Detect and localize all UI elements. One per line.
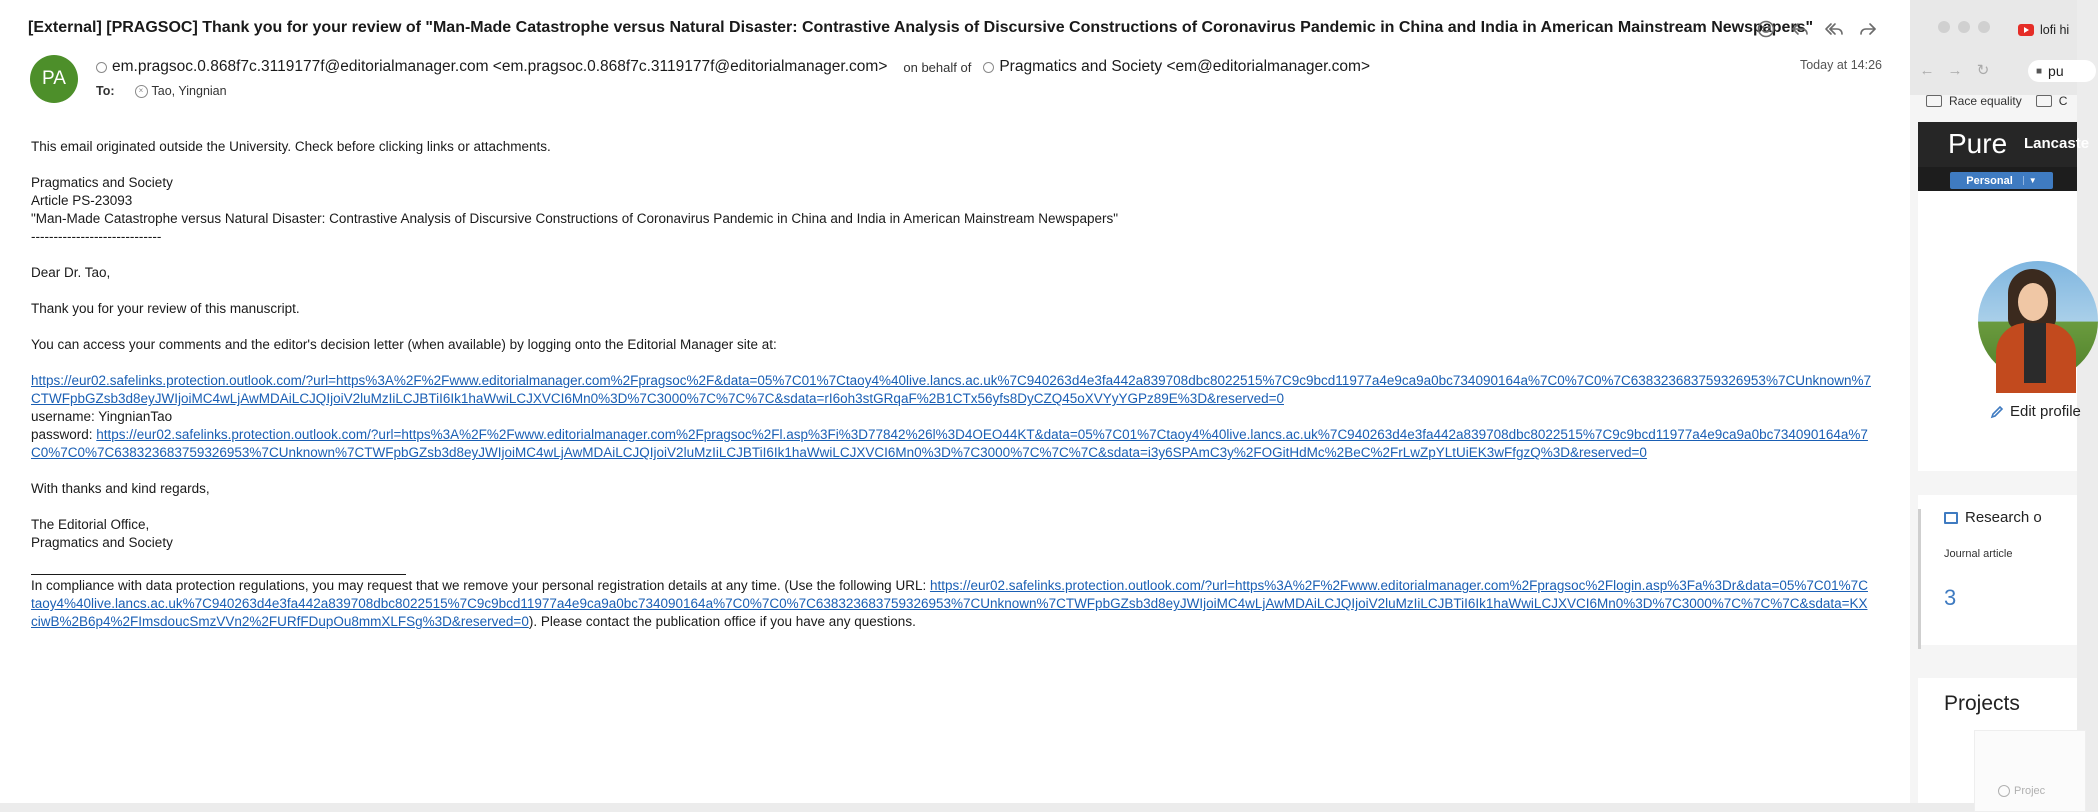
- sender-avatar: PA: [30, 55, 78, 103]
- bookmarks-bar: [1926, 94, 2067, 108]
- personal-label: Personal: [1966, 174, 2013, 187]
- password-link[interactable]: https://eur02.safelinks.protection.outlook.com/?url=https%3A%2F%2Fwww.editorialmanager.com%2Fpragsoc%2Fl.asp%3Fi%3D77842%26l%3D4OEO44KT&data=05%7C01%7Ctaoy4%40live.lancs.ac.uk%7C940263d4e3fa442a839708dbc8022515%7C9c9bcd11977a4e9ca9a0bc734090164a%7C0%7C0%7C638323683759326953%7CUnknown%7CTWFpbGZsb3d8eyJWIjoiMC4wLjAwMDAiLCJQIjoiV2luMzIiLCJBTiI6Ik1haWwiLCJXVCI6Mn0%3D%7C3000%7C%7C%7C&sdata=i3y6SPAmC3y%2FOGitHdMc%2BeC%2FrLwZpYLtUiEK3wFfgzQ%3D&reserved=0: [31, 427, 1868, 460]
- on-behalf-label: on behalf of: [903, 59, 972, 75]
- url-text: pu: [2048, 63, 2064, 79]
- minimize-window-button[interactable]: [1958, 21, 1970, 33]
- journal-article-label: Journal article: [1944, 548, 2013, 560]
- close-window-button[interactable]: [1938, 21, 1950, 33]
- username-text: username: YingnianTao: [31, 409, 173, 424]
- pure-logo[interactable]: Pure: [1948, 128, 2008, 159]
- caret-down-icon: ▼: [2023, 176, 2037, 185]
- signature-line-1: The Editorial Office,: [31, 517, 150, 532]
- behalf-address[interactable]: Pragmatics and Society <em@editorialmanager.com>: [999, 58, 1371, 75]
- bookmark-race-equality[interactable]: Race equality: [1949, 94, 2022, 108]
- from-row: [96, 58, 1370, 76]
- access-text: You can access your comments and the editor's decision letter (when available) by logging onto the Editorial Manager site at:: [31, 337, 777, 352]
- research-output-title: [1944, 509, 2042, 526]
- journal-article-count[interactable]: 3: [1944, 585, 1957, 610]
- reload-icon[interactable]: ↻: [1976, 62, 1990, 79]
- pure-subbar: [1918, 167, 2077, 191]
- email-subject: [External] [PRAGSOC] Thank you for your review of "Man-Made Catastrophe versus Natural Disaster: Contrastive Analysis of Discursive Constructions of Coronavirus Pandemic in China and India in American Mainstream Newspapers": [28, 19, 1814, 36]
- to-row: [96, 84, 227, 98]
- browser-window: [1910, 0, 2090, 803]
- tab-title: lofi hi: [2040, 23, 2070, 37]
- edit-profile-label: Edit profile: [2010, 403, 2081, 420]
- behalf-status-dot: [983, 62, 994, 73]
- profile-photo: [1978, 261, 2098, 381]
- youtube-icon: [2018, 24, 2034, 36]
- pure-header: [1918, 122, 2090, 167]
- browser-toolbar: [1910, 0, 2077, 108]
- compliance-text: In compliance with data protection regulations, you may request that we remove your personal registration details at any time. (Use the following URL:: [31, 578, 930, 593]
- pencil-icon: [1990, 405, 2004, 419]
- bookmark-c[interactable]: C: [2058, 94, 2068, 108]
- browser-tab[interactable]: [2018, 18, 2069, 42]
- to-label: To:: [96, 84, 115, 98]
- recipient-remove-icon: ×: [135, 85, 148, 98]
- back-icon[interactable]: ←: [1919, 61, 1935, 79]
- article-title: "Man-Made Catastrophe versus Natural Disaster: Contrastive Analysis of Discursive Constructions of Coronavirus Pandemic in China and India in American Mainstream Newspapers": [31, 211, 1119, 226]
- article-id: Article PS-23093: [31, 193, 133, 208]
- projects-icon: [1998, 785, 2010, 797]
- editorial-manager-link[interactable]: https://eur02.safelinks.protection.outlook.com/?url=https%3A%2F%2Fwww.editorialmanager.com%2Fpragsoc%2F&data=05%7C01%7Ctaoy4%40live.lancs.ac.uk%7C940263d4e3fa442a839708dbc8022515%7C9c9bcd11977a4e9ca9a0bc734090164a%7C0%7C0%7C638323683759326953%7CUnknown%7CTWFpbGZsb3d8eyJWIjoiMC4wLjAwMDAiLCJQIjoiV2luMzIiLCJBTiI6Ik1haWwiLCJXVCI6Mn0%3D%7C3000%7C%7C%7C&sdata=rI6oh3stGRqaF%2B1CTx56yfs8DyCZQ45oXVYyYGPz89E%3D&reserved=0: [31, 373, 1871, 406]
- sender-address[interactable]: em.pragsoc.0.868f7c.3119177f@editorialmanager.com <em.pragsoc.0.868f7c.3119177f@editorialmanager.com>: [112, 58, 888, 75]
- projects-title: Projects: [1944, 692, 2020, 715]
- journal-name: Pragmatics and Society: [31, 175, 173, 190]
- institution-name: Lancaste: [2024, 135, 2090, 152]
- password-label: password:: [31, 427, 97, 442]
- projects-card: [1918, 678, 2077, 803]
- forward-nav-icon[interactable]: →: [1947, 61, 1963, 79]
- message-actions: [1754, 17, 1880, 41]
- separator-line: -----------------------------: [31, 229, 162, 244]
- received-time: Today at 14:26: [1799, 58, 1882, 72]
- lock-icon: ■: [2036, 65, 2043, 77]
- closing-text: With thanks and kind regards,: [31, 481, 210, 496]
- zoom-window-button[interactable]: [1978, 21, 1990, 33]
- edit-profile-link[interactable]: [1990, 403, 2081, 420]
- greeting: Dear Dr. Tao,: [31, 265, 111, 280]
- compliance-end-text: ). Please contact the publication office if you have any questions.: [528, 614, 916, 629]
- personal-dropdown-button[interactable]: [1950, 172, 2053, 189]
- reply-icon[interactable]: [1788, 17, 1812, 41]
- signature-line-2: Pragmatics and Society: [31, 535, 173, 550]
- external-notice: This email originated outside the University. Check before clicking links or attachments.: [31, 139, 551, 154]
- folder-icon: [1926, 95, 1942, 107]
- email-body: [31, 138, 1871, 631]
- folder-icon: [2036, 95, 2052, 107]
- thanks-text: Thank you for your review of this manuscript.: [31, 301, 300, 316]
- divider: [31, 574, 406, 575]
- research-title-label: Research o: [1965, 509, 2042, 526]
- recipient-name[interactable]: Tao, Yingnian: [151, 84, 227, 98]
- profile-card: [1918, 191, 2081, 471]
- projects-panel: [1974, 730, 2086, 812]
- book-icon: [1944, 512, 1958, 524]
- projects-placeholder: [1998, 785, 2045, 797]
- projects-ghost-label: Projec: [2014, 785, 2046, 797]
- address-bar[interactable]: [2028, 60, 2096, 82]
- unsubscribe-link[interactable]: https://eur02.safelinks.protection.outlook.com/?url=https%3A%2F%2Fwww.editorialmanager.com%2Fpragsoc%2Flogin.asp%3Fa%3Dr&data=05%7C01%7Ctaoy4%40live.lancs.ac.uk%7C940263d4e3fa442a839708dbc8022515%7C9c9bcd11977a4e9ca9a0bc734090164a%7C0%7C0%7C638323683759326953%7CUnknown%7CTWFpbGZsb3d8eyJWIjoiMC4wLjAwMDAiLCJQIjoiV2luMzIiLCJBTiI6Ik1haWwiLCJXVCI6Mn0%3D%7C3000%7C%7C%7C&sdata=KXciwB%2B6p4%2FImsdoucSmzVVn2%2FURfFDupOu8mmXLFSg%3D&reserved=0: [31, 578, 1868, 629]
- forward-icon[interactable]: [1856, 17, 1880, 41]
- research-output-card: [1918, 495, 2077, 645]
- smiley-icon[interactable]: [1754, 17, 1778, 41]
- reply-all-icon[interactable]: [1822, 17, 1846, 41]
- sender-status-dot: [96, 62, 107, 73]
